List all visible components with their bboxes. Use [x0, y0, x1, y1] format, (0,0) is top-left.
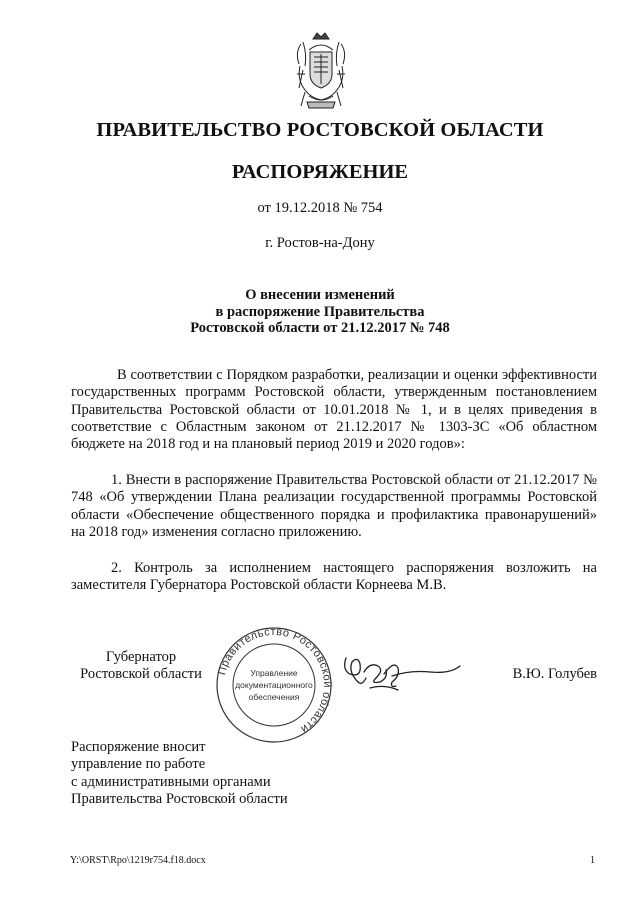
document-type: РАСПОРЯЖЕНИЕ	[231, 161, 409, 183]
page-number: 1	[590, 855, 595, 866]
footer-file-path: Y:\ORST\Rpo\1219r754.f18.docx	[70, 855, 206, 866]
subject-heading	[0, 287, 640, 337]
date-number: от 19.12.2018 № 754	[257, 200, 383, 216]
signatory-title	[71, 649, 211, 683]
submitter-note	[71, 739, 331, 808]
seal-inner-text: документационного	[235, 680, 313, 690]
note-line: Распоряжение вносит	[71, 739, 206, 755]
item-1-paragraph: 1. Внести в распоряжение Правительства Ростовской области от 21.12.2017 № 748 «Об утверждении Плана реализации государственной программы Ростовской области «Обеспечение общественного порядка и профилактика правонарушений» на 2018 год» изменения согласно приложению.	[71, 472, 597, 540]
subject-line: Ростовской области от 21.12.2017 № 748	[190, 320, 450, 336]
item-2-paragraph: 2. Контроль за исполнением настоящего распоряжения возложить на заместителя Губернатора Ростовской области Корнеева М.В.	[71, 560, 597, 594]
government-title: ПРАВИТЕЛЬСТВО РОСТОВСКОЙ ОБЛАСТИ	[96, 119, 544, 141]
subject-line: в распоряжение Правительства	[215, 303, 425, 320]
note-line: управление по работе	[71, 756, 206, 773]
coat-of-arms-icon	[291, 30, 351, 112]
note-line: с административными органами	[71, 773, 271, 790]
note-line: Правительства Ростовской области	[71, 790, 288, 807]
seal-inner-text: обеспечения	[248, 692, 300, 702]
preamble-paragraph: В соответствии с Порядком разработки, реализации и оценки эффективности государственных программ Ростовской области, утвержденным постановлением Правительства Ростовской области от 10.01.2018 № 1, и в целях приведения в соответствие с Областным законом от 21.12.2017 № 1303-ЗС «Об областном бюджете на 2018 год и на плановый период 2019 и 2020 годов»:	[71, 367, 597, 453]
seal-ring-text: Правительство Ростовской области	[216, 626, 334, 736]
place-of-issue: г. Ростов-на-Дону	[265, 235, 375, 251]
signatory-title-line: Ростовской области	[80, 666, 202, 682]
seal-inner-text: Управление	[250, 668, 298, 678]
official-seal-icon	[210, 626, 338, 744]
signatory-title-line: Губернатор	[105, 649, 177, 665]
handwritten-signature-icon	[340, 652, 465, 700]
signatory-name: В.Ю. Голубев	[512, 666, 597, 682]
subject-line: О внесении изменений	[245, 287, 395, 303]
